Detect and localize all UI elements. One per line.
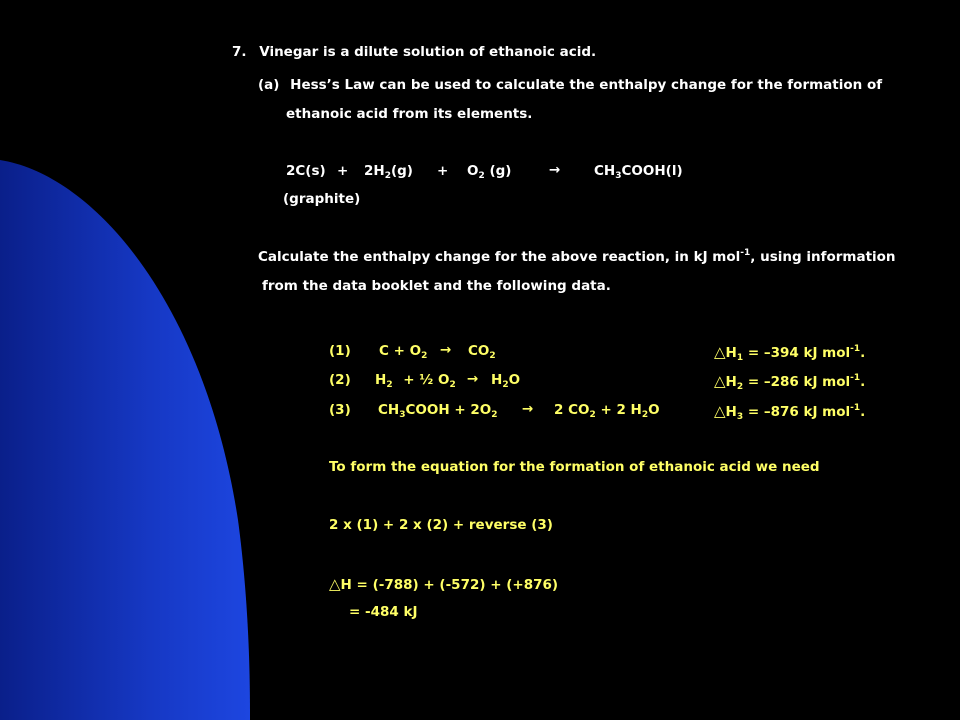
part-a-line-1 xyxy=(258,77,882,93)
reaction-2-enthalpy: $\triangle H_2 = -286$ kJ mol$^{-1}$. xyxy=(714,372,866,392)
calculate-instruction-2: from the data booklet and the following data. xyxy=(262,278,611,294)
eq-reactant-hydrogen: $2H_2(g)$ xyxy=(364,163,413,181)
reaction-3-rhs: 2 $CO_2 + 2$ $H_2O$ xyxy=(554,402,660,420)
delta-icon: △ xyxy=(329,575,341,593)
delta-icon: △ xyxy=(714,402,726,420)
reaction-3-enthalpy: $\triangle H_3 = -876$ kJ mol$^{-1}$. xyxy=(714,402,866,422)
reaction-1-rhs: $CO_2$ xyxy=(468,343,496,361)
graphite-note: (graphite) xyxy=(283,191,361,207)
right-arrow-icon: → xyxy=(549,162,561,178)
part-a-text-1: Hess’s Law can be used to calculate the enthalpy change for the formation of xyxy=(290,77,883,93)
question-intro-text: Vinegar is a dilute solution of ethanoic acid. xyxy=(259,44,597,60)
solution-enthalpy-sum: △H = (-788) + (-572) + (+876) xyxy=(329,575,559,593)
calculate-instruction-1: Calculate the enthalpy change for the above reaction, in kJ mol$^{-1}$, using information xyxy=(258,248,896,265)
reaction-2-lhs: $H_2$ + ½ $O_2$ xyxy=(375,372,456,390)
right-arrow-icon: → xyxy=(440,342,452,358)
reaction-1-lhs: $C + O_2$ xyxy=(379,343,428,361)
eq-plus-1: + xyxy=(337,163,349,179)
right-arrow-icon: → xyxy=(522,401,534,417)
question-number: 7. xyxy=(232,44,247,60)
eq-plus-2: + xyxy=(437,163,449,179)
part-a-text-2: ethanoic acid from its elements. xyxy=(286,106,533,122)
reaction-3-lhs: $CH_3COOH + 2O_2$ xyxy=(378,402,498,420)
reaction-1-enthalpy: $\triangle H_1 = -394$ kJ mol$^{-1}$. xyxy=(714,343,866,363)
reaction-2-rhs: $H_2O$ xyxy=(491,372,521,390)
reaction-1-number: (1) xyxy=(329,343,351,359)
eq-reactant-carbon: 2C(s) xyxy=(286,163,326,179)
eq-product-ethanoic-acid: $CH_3COOH(l)$ xyxy=(594,163,683,181)
delta-icon: △ xyxy=(714,343,726,361)
solution-answer: = -484 kJ xyxy=(349,604,418,620)
question-intro xyxy=(232,44,596,60)
solution-line-1: To form the equation for the formation of ethanoic acid we need xyxy=(329,459,820,475)
solution-combination: 2 x (1) + 2 x (2) + reverse (3) xyxy=(329,517,553,533)
delta-icon: △ xyxy=(714,372,726,390)
right-arrow-icon: → xyxy=(467,371,479,387)
part-a-label: (a) xyxy=(258,77,280,93)
reaction-2-number: (2) xyxy=(329,372,351,388)
reaction-3-number: (3) xyxy=(329,402,351,418)
eq-reactant-oxygen: $O_2$ (g) xyxy=(467,163,512,181)
